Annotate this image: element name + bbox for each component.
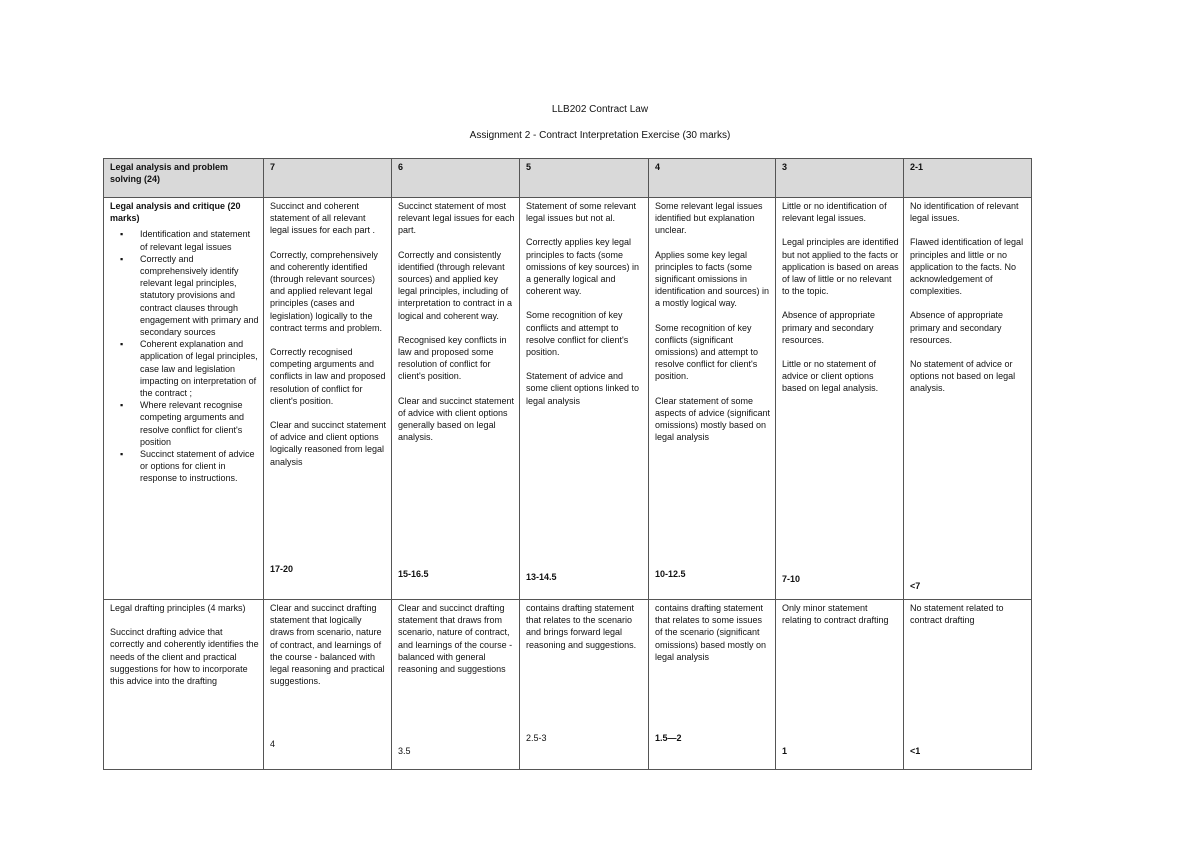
descriptor: Absence of appropriate primary and secondary resources. [910, 310, 1004, 345]
header-band-7: 7 [264, 159, 392, 198]
descriptor: No identification of relevant legal issues. [910, 201, 1019, 224]
descriptor: Recognised key conflicts in law and proposed some resolution of conflict for client's position. [398, 334, 507, 382]
criteria-description: Succinct drafting advice that correctly and coherently identifies the needs of the client and practical suggestions for how to incorporate this advice into the drafting [110, 627, 259, 687]
bullet-icon: ▪ [120, 229, 124, 240]
descriptor: No statement of advice or options not based on legal analysis. [910, 359, 1016, 394]
header-band-4: 4 [649, 159, 776, 198]
descriptor: Correctly recognised competing arguments and conflicts in law and proposed resolution of conflict for client's position. [270, 347, 386, 406]
header-band-6: 6 [392, 159, 520, 198]
descriptor: contains drafting statement that relates to the scenario and brings forward legal reasoning and suggestions. [526, 603, 637, 650]
bullet-icon: ▪ [120, 253, 124, 264]
descriptor: Statement of some relevant legal issues but not al. [526, 201, 637, 224]
criteria-cell [104, 198, 264, 600]
mark-range: 10-12.5 [655, 569, 686, 579]
descriptor: Only minor statement relating to contract drafting [782, 603, 889, 626]
descriptor: Statement of advice and some client options linked to legal analysis [526, 371, 640, 406]
criteria-list [110, 228, 259, 484]
descriptor: Little or no identification of relevant legal issues. [782, 201, 887, 224]
band-3-cell [776, 600, 904, 770]
descriptor: Correctly, comprehensively and coherently identified (through relevant sources) and applied relevant legal principles (cases and legislation) logically to the contract terms and problem. [270, 249, 383, 333]
band-6-cell [392, 198, 520, 600]
descriptor: Clear and succinct drafting statement that logically draws from scenario, nature of contract, and learnings of the course - balanced with legal reasoning and practical suggestions. [270, 603, 385, 687]
mark-range: 13-14.5 [526, 572, 557, 582]
descriptor: Clear statement of some aspects of advice (significant omissions) mostly based on legal analysis [655, 395, 771, 443]
band-5-cell [520, 600, 649, 770]
band-6-cell [392, 600, 520, 770]
mark-range: 7-10 [782, 574, 801, 584]
mark-range: 15-16.5 [398, 569, 429, 579]
band-4-cell [649, 600, 776, 770]
descriptor: Applies some key legal principles to facts (some significant omissions in identification and sources) in a mostly logical way. [655, 249, 770, 309]
mark-value: 4 [270, 739, 276, 749]
mark-value: <1 [910, 746, 921, 756]
descriptor: Correctly and consistently identified (through relevant sources) and applied key legal principles, including of interpretation to contract in a logical and coherent way. [398, 249, 513, 321]
table-row-legal-drafting [104, 600, 1032, 770]
header-band-2-1: 2-1 [904, 159, 1032, 198]
list-item: ▪ Succinct statement of advice or options for client in response to instructions. [120, 449, 255, 484]
criteria-cell [104, 600, 264, 770]
criteria-title: Legal drafting principles (4 marks) [110, 603, 246, 613]
descriptor: Absence of appropriate primary and secondary resources. [782, 310, 876, 345]
bullet-icon: ▪ [120, 339, 124, 350]
header-row [104, 159, 1032, 198]
descriptor: contains drafting statement that relates to some issues of the scenario (significant omissions) based mostly on legal analysis [655, 603, 767, 662]
list-item: ▪ Identification and statement of relevant legal issues [120, 229, 251, 252]
mark-range: 17-20 [270, 564, 294, 574]
header-band-3: 3 [776, 159, 904, 198]
mark-value: 2.5-3 [526, 733, 547, 743]
list-item: ▪ Where relevant recognise competing arguments and resolve conflict for client's position [120, 400, 245, 447]
list-item: ▪ Coherent explanation and application of legal principles, case law and legislation impacting on interpretation of the contract ; [120, 339, 258, 399]
band-2-1-cell [904, 600, 1032, 770]
bullet-icon: ▪ [120, 449, 124, 460]
criteria-title: Legal analysis and critique (20 marks) [110, 201, 241, 224]
list-item: ▪ Correctly and comprehensively identify relevant legal principles, statutory provisions and contract clauses through engagement with primary and secondary sources [120, 253, 259, 338]
header-criteria: Legal analysis and problem solving (24) [104, 159, 264, 198]
descriptor: Clear and succinct statement of advice with client options generally based on legal analysis. [398, 395, 515, 443]
band-5-cell [520, 198, 649, 600]
document-subtitle: Assignment 2 - Contract Interpretation Exercise (30 marks) [469, 130, 731, 141]
band-7-cell [264, 600, 392, 770]
descriptor: Clear and succinct drafting statement that draws from scenario, nature of contract, and learnings of the course - balanced with general reasoning and suggestions [398, 603, 513, 675]
band-3-cell [776, 198, 904, 600]
descriptor: Some relevant legal issues identified but explanation unclear. [655, 201, 763, 236]
descriptor: Succinct statement of most relevant legal issues for each part. [398, 201, 515, 236]
rubric-table [103, 158, 1032, 770]
descriptor: Little or no statement of advice or client options based on legal analysis. [782, 359, 879, 394]
descriptor: Clear and succinct statement of advice and client options logically reasoned from legal analysis [270, 420, 387, 467]
descriptor: Correctly applies key legal principles to facts (some omissions of key sources) in a generally logical and coherent way. [526, 237, 640, 297]
descriptor: Some recognition of key conflicts and attempt to resolve conflict for client's position. [526, 310, 629, 358]
mark-range: <7 [910, 581, 921, 591]
descriptor: Succinct and coherent statement of all relevant legal issues for each part . [270, 201, 376, 236]
band-4-cell [649, 198, 776, 600]
mark-value: 1 [782, 746, 788, 756]
descriptor: Some recognition of key conflicts (significant omissions) and attempt to resolve conflict for client's position. [655, 322, 759, 382]
table-row-legal-analysis [104, 198, 1032, 600]
document-title: LLB202 Contract Law [551, 104, 649, 115]
bullet-icon: ▪ [120, 400, 124, 411]
band-2-1-cell [904, 198, 1032, 600]
descriptor: Legal principles are identified but not applied to the facts or application is based on areas of law of little or no relevant to the topic. [782, 237, 899, 297]
descriptor: Flawed identification of legal principles and little or no application to the facts. No acknowledgement of complexities. [910, 237, 1024, 297]
mark-value: 3.5 [398, 746, 411, 756]
band-7-cell [264, 198, 392, 600]
mark-value: 1.5—2 [655, 733, 682, 743]
header-band-5: 5 [520, 159, 649, 198]
descriptor: No statement related to contract drafting [910, 603, 1004, 626]
